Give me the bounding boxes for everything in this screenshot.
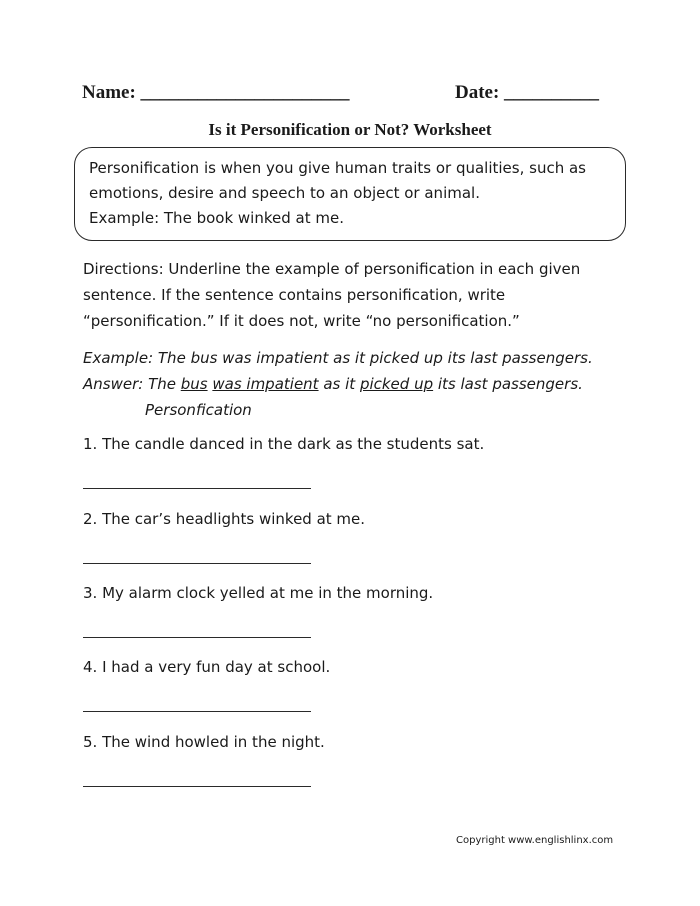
example-line: Example: The bus was impatient as it picked up its last passengers. — [83, 349, 593, 367]
worksheet-title: Is it Personification or Not? Worksheet — [208, 120, 492, 139]
name-field-label: Name: ______________________ — [82, 82, 350, 103]
answer-blank-4[interactable] — [83, 711, 311, 712]
answer-prefix: Answer: The — [83, 375, 181, 393]
answer-end: its last passengers. — [433, 375, 583, 393]
directions-line-3: “personification.” If it does not, write “no personification.” — [83, 312, 520, 330]
question-2: 2. The car’s headlights winked at me. — [83, 510, 366, 528]
answer-result: Personfication — [145, 401, 252, 419]
directions-line-1: Directions: Underline the example of personification in each given — [83, 260, 581, 278]
answer-line — [83, 371, 593, 397]
date-field-label: Date: __________ — [455, 82, 600, 103]
answer-blank-3[interactable] — [83, 637, 311, 638]
definition-line-2: emotions, desire and speech to an object or animal. — [89, 184, 480, 202]
answer-underline-trait: was impatient — [212, 375, 319, 393]
copyright-notice: Copyright www.englishlinx.com — [456, 835, 614, 846]
answer-blank-1[interactable] — [83, 488, 311, 489]
directions — [83, 256, 580, 334]
question-1: 1. The candle danced in the dark as the students sat. — [83, 435, 485, 453]
answer-underline-action: picked up — [359, 375, 434, 393]
definition-box — [74, 147, 626, 241]
definition-line-3: Example: The book winked at me. — [89, 209, 344, 227]
answer-blank-2[interactable] — [83, 563, 311, 564]
definition-line-1: Personification is when you give human traits or qualities, such as — [89, 159, 586, 177]
answer-blank-5[interactable] — [83, 786, 311, 787]
directions-line-2: sentence. If the sentence contains personification, write — [83, 286, 506, 304]
example-section — [83, 345, 593, 423]
question-3: 3. My alarm clock yelled at me in the morning. — [83, 584, 434, 602]
answer-middle: as it — [318, 375, 360, 393]
question-5: 5. The wind howled in the night. — [83, 733, 325, 751]
question-4: 4. I had a very fun day at school. — [83, 658, 331, 676]
answer-underline-subject: bus — [180, 375, 208, 393]
